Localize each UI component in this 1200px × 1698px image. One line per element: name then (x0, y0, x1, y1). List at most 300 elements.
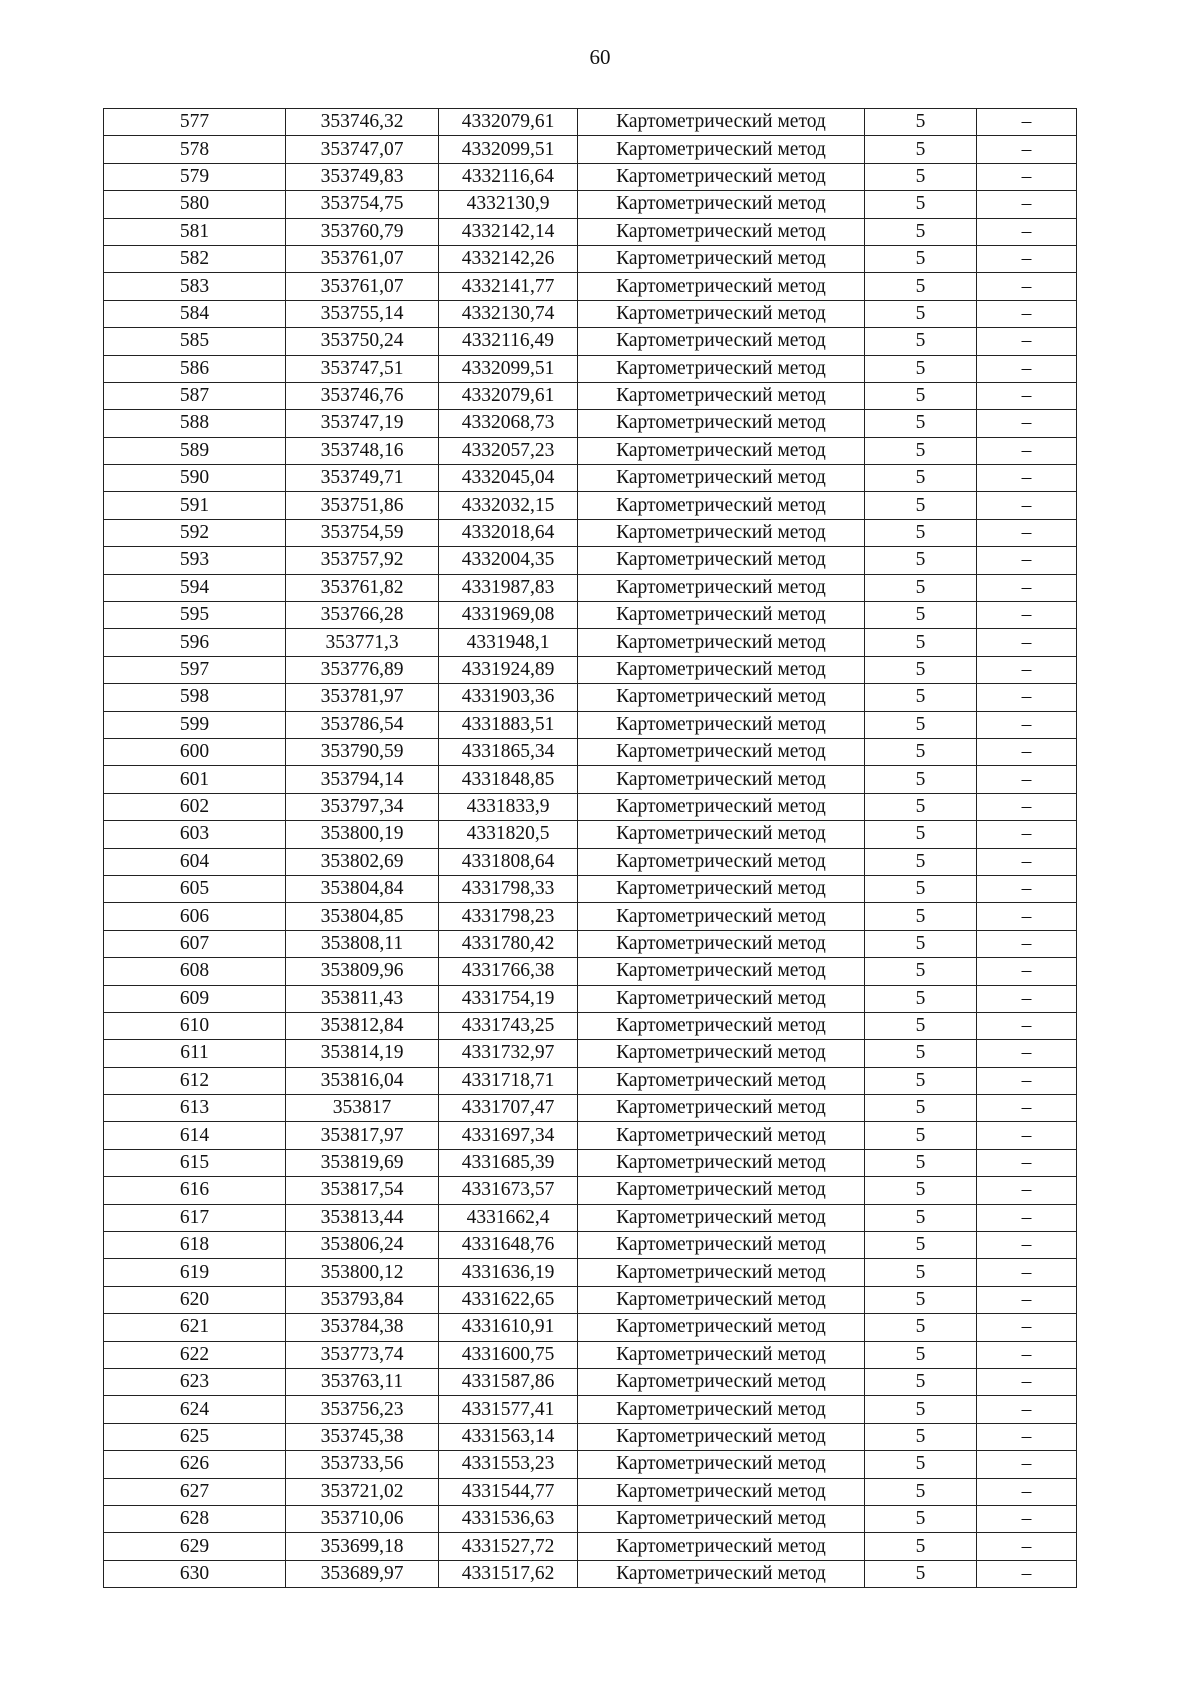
note-cell: – (977, 1040, 1077, 1067)
note-cell: – (977, 574, 1077, 601)
y-coordinate-cell: 4331743,25 (439, 1012, 578, 1039)
method-cell: Картометрический метод (578, 602, 865, 629)
y-coordinate-cell: 4331798,33 (439, 875, 578, 902)
accuracy-cell: 5 (865, 985, 977, 1012)
note-cell: – (977, 492, 1077, 519)
note-cell: – (977, 1560, 1077, 1587)
y-coordinate-cell: 4332057,23 (439, 437, 578, 464)
y-coordinate-cell: 4331754,19 (439, 985, 578, 1012)
table-row (104, 1341, 1077, 1368)
note-cell: – (977, 300, 1077, 327)
table-row (104, 1396, 1077, 1423)
table-row (104, 300, 1077, 327)
y-coordinate-cell: 4332045,04 (439, 465, 578, 492)
y-coordinate-cell: 4331780,42 (439, 930, 578, 957)
table-row (104, 1259, 1077, 1286)
accuracy-cell: 5 (865, 574, 977, 601)
y-coordinate-cell: 4332099,51 (439, 136, 578, 163)
x-coordinate-cell: 353746,76 (286, 382, 439, 409)
note-cell: – (977, 1259, 1077, 1286)
note-cell: – (977, 1177, 1077, 1204)
table-row (104, 355, 1077, 382)
method-cell: Картометрический метод (578, 1423, 865, 1450)
point-number-cell: 595 (104, 602, 286, 629)
method-cell: Картометрический метод (578, 1259, 865, 1286)
accuracy-cell: 5 (865, 656, 977, 683)
accuracy-cell: 5 (865, 1204, 977, 1231)
x-coordinate-cell: 353781,97 (286, 684, 439, 711)
table-row (104, 1149, 1077, 1176)
method-cell: Картометрический метод (578, 273, 865, 300)
x-coordinate-cell: 353817 (286, 1095, 439, 1122)
point-number-cell: 630 (104, 1560, 286, 1587)
table-row (104, 1451, 1077, 1478)
table-row (104, 136, 1077, 163)
x-coordinate-cell: 353763,11 (286, 1368, 439, 1395)
y-coordinate-cell: 4331865,34 (439, 738, 578, 765)
method-cell: Картометрический метод (578, 985, 865, 1012)
y-coordinate-cell: 4331903,36 (439, 684, 578, 711)
method-cell: Картометрический метод (578, 1560, 865, 1587)
note-cell: – (977, 382, 1077, 409)
note-cell: – (977, 1067, 1077, 1094)
y-coordinate-cell: 4331685,39 (439, 1149, 578, 1176)
point-number-cell: 597 (104, 656, 286, 683)
method-cell: Картометрический метод (578, 903, 865, 930)
x-coordinate-cell: 353813,44 (286, 1204, 439, 1231)
point-number-cell: 628 (104, 1505, 286, 1532)
accuracy-cell: 5 (865, 1505, 977, 1532)
method-cell: Картометрический метод (578, 656, 865, 683)
method-cell: Картометрический метод (578, 328, 865, 355)
x-coordinate-cell: 353797,34 (286, 793, 439, 820)
note-cell: – (977, 711, 1077, 738)
point-number-cell: 584 (104, 300, 286, 327)
note-cell: – (977, 875, 1077, 902)
point-number-cell: 622 (104, 1341, 286, 1368)
accuracy-cell: 5 (865, 1122, 977, 1149)
table-row (104, 273, 1077, 300)
table-row (104, 656, 1077, 683)
point-number-cell: 607 (104, 930, 286, 957)
note-cell: – (977, 136, 1077, 163)
table-row (104, 1286, 1077, 1313)
note-cell: – (977, 410, 1077, 437)
accuracy-cell: 5 (865, 163, 977, 190)
table-body (104, 109, 1077, 1588)
method-cell: Картометрический метод (578, 1286, 865, 1313)
x-coordinate-cell: 353689,97 (286, 1560, 439, 1587)
x-coordinate-cell: 353771,3 (286, 629, 439, 656)
accuracy-cell: 5 (865, 711, 977, 738)
note-cell: – (977, 766, 1077, 793)
method-cell: Картометрический метод (578, 519, 865, 546)
y-coordinate-cell: 4331563,14 (439, 1423, 578, 1450)
method-cell: Картометрический метод (578, 465, 865, 492)
accuracy-cell: 5 (865, 355, 977, 382)
x-coordinate-cell: 353747,19 (286, 410, 439, 437)
y-coordinate-cell: 4332018,64 (439, 519, 578, 546)
accuracy-cell: 5 (865, 1149, 977, 1176)
accuracy-cell: 5 (865, 1095, 977, 1122)
method-cell: Картометрический метод (578, 191, 865, 218)
point-number-cell: 581 (104, 218, 286, 245)
x-coordinate-cell: 353761,07 (286, 273, 439, 300)
method-cell: Картометрический метод (578, 1067, 865, 1094)
accuracy-cell: 5 (865, 547, 977, 574)
x-coordinate-cell: 353811,43 (286, 985, 439, 1012)
accuracy-cell: 5 (865, 492, 977, 519)
point-number-cell: 601 (104, 766, 286, 793)
y-coordinate-cell: 4331808,64 (439, 848, 578, 875)
y-coordinate-cell: 4331636,19 (439, 1259, 578, 1286)
y-coordinate-cell: 4332079,61 (439, 382, 578, 409)
y-coordinate-cell: 4332099,51 (439, 355, 578, 382)
x-coordinate-cell: 353748,16 (286, 437, 439, 464)
note-cell: – (977, 465, 1077, 492)
note-cell: – (977, 903, 1077, 930)
x-coordinate-cell: 353800,19 (286, 821, 439, 848)
x-coordinate-cell: 353800,12 (286, 1259, 439, 1286)
table-row (104, 1560, 1077, 1587)
x-coordinate-cell: 353747,07 (286, 136, 439, 163)
x-coordinate-cell: 353699,18 (286, 1533, 439, 1560)
note-cell: – (977, 848, 1077, 875)
note-cell: – (977, 218, 1077, 245)
point-number-cell: 603 (104, 821, 286, 848)
coordinates-table (103, 108, 1077, 1588)
y-coordinate-cell: 4331577,41 (439, 1396, 578, 1423)
note-cell: – (977, 602, 1077, 629)
y-coordinate-cell: 4331517,62 (439, 1560, 578, 1587)
accuracy-cell: 5 (865, 1177, 977, 1204)
accuracy-cell: 5 (865, 437, 977, 464)
method-cell: Картометрический метод (578, 1341, 865, 1368)
accuracy-cell: 5 (865, 1396, 977, 1423)
x-coordinate-cell: 353790,59 (286, 738, 439, 765)
x-coordinate-cell: 353814,19 (286, 1040, 439, 1067)
y-coordinate-cell: 4332130,74 (439, 300, 578, 327)
accuracy-cell: 5 (865, 1259, 977, 1286)
table-row (104, 793, 1077, 820)
x-coordinate-cell: 353786,54 (286, 711, 439, 738)
y-coordinate-cell: 4331924,89 (439, 656, 578, 683)
method-cell: Картометрический метод (578, 437, 865, 464)
accuracy-cell: 5 (865, 1286, 977, 1313)
point-number-cell: 599 (104, 711, 286, 738)
x-coordinate-cell: 353817,97 (286, 1122, 439, 1149)
accuracy-cell: 5 (865, 766, 977, 793)
point-number-cell: 620 (104, 1286, 286, 1313)
accuracy-cell: 5 (865, 958, 977, 985)
note-cell: – (977, 793, 1077, 820)
x-coordinate-cell: 353809,96 (286, 958, 439, 985)
x-coordinate-cell: 353747,51 (286, 355, 439, 382)
note-cell: – (977, 163, 1077, 190)
table-row (104, 519, 1077, 546)
x-coordinate-cell: 353749,71 (286, 465, 439, 492)
method-cell: Картометрический метод (578, 1177, 865, 1204)
y-coordinate-cell: 4331527,72 (439, 1533, 578, 1560)
table-row (104, 1505, 1077, 1532)
note-cell: – (977, 629, 1077, 656)
table-row (104, 1232, 1077, 1259)
x-coordinate-cell: 353755,14 (286, 300, 439, 327)
table-row (104, 985, 1077, 1012)
table-row (104, 629, 1077, 656)
accuracy-cell: 5 (865, 1067, 977, 1094)
accuracy-cell: 5 (865, 519, 977, 546)
note-cell: – (977, 191, 1077, 218)
table-row (104, 1204, 1077, 1231)
table-row (104, 1314, 1077, 1341)
note-cell: – (977, 1286, 1077, 1313)
point-number-cell: 602 (104, 793, 286, 820)
table-row (104, 738, 1077, 765)
accuracy-cell: 5 (865, 1560, 977, 1587)
method-cell: Картометрический метод (578, 821, 865, 848)
y-coordinate-cell: 4331662,4 (439, 1204, 578, 1231)
note-cell: – (977, 821, 1077, 848)
x-coordinate-cell: 353817,54 (286, 1177, 439, 1204)
accuracy-cell: 5 (865, 410, 977, 437)
point-number-cell: 605 (104, 875, 286, 902)
table-row (104, 875, 1077, 902)
accuracy-cell: 5 (865, 875, 977, 902)
table-row (104, 1478, 1077, 1505)
table-row (104, 1067, 1077, 1094)
point-number-cell: 577 (104, 109, 286, 136)
method-cell: Картометрический метод (578, 1122, 865, 1149)
method-cell: Картометрический метод (578, 1396, 865, 1423)
method-cell: Картометрический метод (578, 410, 865, 437)
accuracy-cell: 5 (865, 684, 977, 711)
note-cell: – (977, 930, 1077, 957)
note-cell: – (977, 1451, 1077, 1478)
accuracy-cell: 5 (865, 1423, 977, 1450)
y-coordinate-cell: 4331544,77 (439, 1478, 578, 1505)
method-cell: Картометрический метод (578, 1533, 865, 1560)
method-cell: Картометрический метод (578, 684, 865, 711)
x-coordinate-cell: 353721,02 (286, 1478, 439, 1505)
point-number-cell: 583 (104, 273, 286, 300)
table-row (104, 1012, 1077, 1039)
x-coordinate-cell: 353733,56 (286, 1451, 439, 1478)
x-coordinate-cell: 353816,04 (286, 1067, 439, 1094)
note-cell: – (977, 1505, 1077, 1532)
point-number-cell: 609 (104, 985, 286, 1012)
table-row (104, 163, 1077, 190)
accuracy-cell: 5 (865, 848, 977, 875)
note-cell: – (977, 1149, 1077, 1176)
accuracy-cell: 5 (865, 245, 977, 272)
note-cell: – (977, 273, 1077, 300)
accuracy-cell: 5 (865, 629, 977, 656)
note-cell: – (977, 547, 1077, 574)
accuracy-cell: 5 (865, 1451, 977, 1478)
table-row (104, 547, 1077, 574)
page-number: 60 (589, 45, 611, 69)
table-row (104, 191, 1077, 218)
point-number-cell: 623 (104, 1368, 286, 1395)
point-number-cell: 591 (104, 492, 286, 519)
accuracy-cell: 5 (865, 328, 977, 355)
x-coordinate-cell: 353746,32 (286, 109, 439, 136)
method-cell: Картометрический метод (578, 629, 865, 656)
x-coordinate-cell: 353749,83 (286, 163, 439, 190)
accuracy-cell: 5 (865, 821, 977, 848)
note-cell: – (977, 684, 1077, 711)
y-coordinate-cell: 4331883,51 (439, 711, 578, 738)
table-row (104, 410, 1077, 437)
x-coordinate-cell: 353760,79 (286, 218, 439, 245)
point-number-cell: 578 (104, 136, 286, 163)
x-coordinate-cell: 353773,74 (286, 1341, 439, 1368)
table-row (104, 1040, 1077, 1067)
method-cell: Картометрический метод (578, 1368, 865, 1395)
point-number-cell: 611 (104, 1040, 286, 1067)
y-coordinate-cell: 4332004,35 (439, 547, 578, 574)
point-number-cell: 585 (104, 328, 286, 355)
accuracy-cell: 5 (865, 1368, 977, 1395)
y-coordinate-cell: 4331673,57 (439, 1177, 578, 1204)
method-cell: Картометрический метод (578, 1478, 865, 1505)
table-row (104, 218, 1077, 245)
table-row (104, 848, 1077, 875)
y-coordinate-cell: 4331948,1 (439, 629, 578, 656)
point-number-cell: 594 (104, 574, 286, 601)
method-cell: Картометрический метод (578, 136, 865, 163)
y-coordinate-cell: 4332142,26 (439, 245, 578, 272)
table-row (104, 1533, 1077, 1560)
method-cell: Картометрический метод (578, 1314, 865, 1341)
table-row (104, 684, 1077, 711)
method-cell: Картометрический метод (578, 1095, 865, 1122)
y-coordinate-cell: 4331820,5 (439, 821, 578, 848)
method-cell: Картометрический метод (578, 109, 865, 136)
accuracy-cell: 5 (865, 930, 977, 957)
accuracy-cell: 5 (865, 382, 977, 409)
y-coordinate-cell: 4331848,85 (439, 766, 578, 793)
table-row (104, 766, 1077, 793)
note-cell: – (977, 1423, 1077, 1450)
table-row (104, 574, 1077, 601)
point-number-cell: 613 (104, 1095, 286, 1122)
table-row (104, 109, 1077, 136)
method-cell: Картометрический метод (578, 1040, 865, 1067)
y-coordinate-cell: 4332141,77 (439, 273, 578, 300)
accuracy-cell: 5 (865, 1478, 977, 1505)
x-coordinate-cell: 353808,11 (286, 930, 439, 957)
accuracy-cell: 5 (865, 1012, 977, 1039)
x-coordinate-cell: 353793,84 (286, 1286, 439, 1313)
y-coordinate-cell: 4332116,49 (439, 328, 578, 355)
note-cell: – (977, 109, 1077, 136)
table-row (104, 930, 1077, 957)
point-number-cell: 618 (104, 1232, 286, 1259)
method-cell: Картометрический метод (578, 547, 865, 574)
note-cell: – (977, 738, 1077, 765)
method-cell: Картометрический метод (578, 245, 865, 272)
method-cell: Картометрический метод (578, 793, 865, 820)
y-coordinate-cell: 4331610,91 (439, 1314, 578, 1341)
x-coordinate-cell: 353754,59 (286, 519, 439, 546)
point-number-cell: 617 (104, 1204, 286, 1231)
method-cell: Картометрический метод (578, 1012, 865, 1039)
y-coordinate-cell: 4332032,15 (439, 492, 578, 519)
x-coordinate-cell: 353761,82 (286, 574, 439, 601)
y-coordinate-cell: 4331553,23 (439, 1451, 578, 1478)
point-number-cell: 629 (104, 1533, 286, 1560)
x-coordinate-cell: 353745,38 (286, 1423, 439, 1450)
point-number-cell: 604 (104, 848, 286, 875)
point-number-cell: 592 (104, 519, 286, 546)
accuracy-cell: 5 (865, 136, 977, 163)
note-cell: – (977, 656, 1077, 683)
method-cell: Картометрический метод (578, 355, 865, 382)
point-number-cell: 624 (104, 1396, 286, 1423)
y-coordinate-cell: 4332130,9 (439, 191, 578, 218)
method-cell: Картометрический метод (578, 930, 865, 957)
x-coordinate-cell: 353761,07 (286, 245, 439, 272)
y-coordinate-cell: 4332079,61 (439, 109, 578, 136)
x-coordinate-cell: 353751,86 (286, 492, 439, 519)
x-coordinate-cell: 353756,23 (286, 1396, 439, 1423)
method-cell: Картометрический метод (578, 711, 865, 738)
x-coordinate-cell: 353776,89 (286, 656, 439, 683)
method-cell: Картометрический метод (578, 300, 865, 327)
accuracy-cell: 5 (865, 1341, 977, 1368)
method-cell: Картометрический метод (578, 382, 865, 409)
point-number-cell: 580 (104, 191, 286, 218)
table-row (104, 711, 1077, 738)
y-coordinate-cell: 4332116,64 (439, 163, 578, 190)
note-cell: – (977, 1368, 1077, 1395)
method-cell: Картометрический метод (578, 1204, 865, 1231)
accuracy-cell: 5 (865, 191, 977, 218)
x-coordinate-cell: 353804,84 (286, 875, 439, 902)
point-number-cell: 589 (104, 437, 286, 464)
method-cell: Картометрический метод (578, 492, 865, 519)
note-cell: – (977, 1314, 1077, 1341)
note-cell: – (977, 1095, 1077, 1122)
table-row (104, 328, 1077, 355)
method-cell: Картометрический метод (578, 1149, 865, 1176)
y-coordinate-cell: 4332068,73 (439, 410, 578, 437)
note-cell: – (977, 245, 1077, 272)
x-coordinate-cell: 353754,75 (286, 191, 439, 218)
y-coordinate-cell: 4331718,71 (439, 1067, 578, 1094)
point-number-cell: 606 (104, 903, 286, 930)
note-cell: – (977, 958, 1077, 985)
table-row (104, 821, 1077, 848)
accuracy-cell: 5 (865, 1232, 977, 1259)
table-row (104, 903, 1077, 930)
note-cell: – (977, 1232, 1077, 1259)
accuracy-cell: 5 (865, 300, 977, 327)
y-coordinate-cell: 4331622,65 (439, 1286, 578, 1313)
x-coordinate-cell: 353757,92 (286, 547, 439, 574)
point-number-cell: 626 (104, 1451, 286, 1478)
point-number-cell: 588 (104, 410, 286, 437)
point-number-cell: 615 (104, 1149, 286, 1176)
y-coordinate-cell: 4331536,63 (439, 1505, 578, 1532)
note-cell: – (977, 1012, 1077, 1039)
table-row (104, 492, 1077, 519)
y-coordinate-cell: 4331600,75 (439, 1341, 578, 1368)
table-row (104, 1423, 1077, 1450)
note-cell: – (977, 1478, 1077, 1505)
